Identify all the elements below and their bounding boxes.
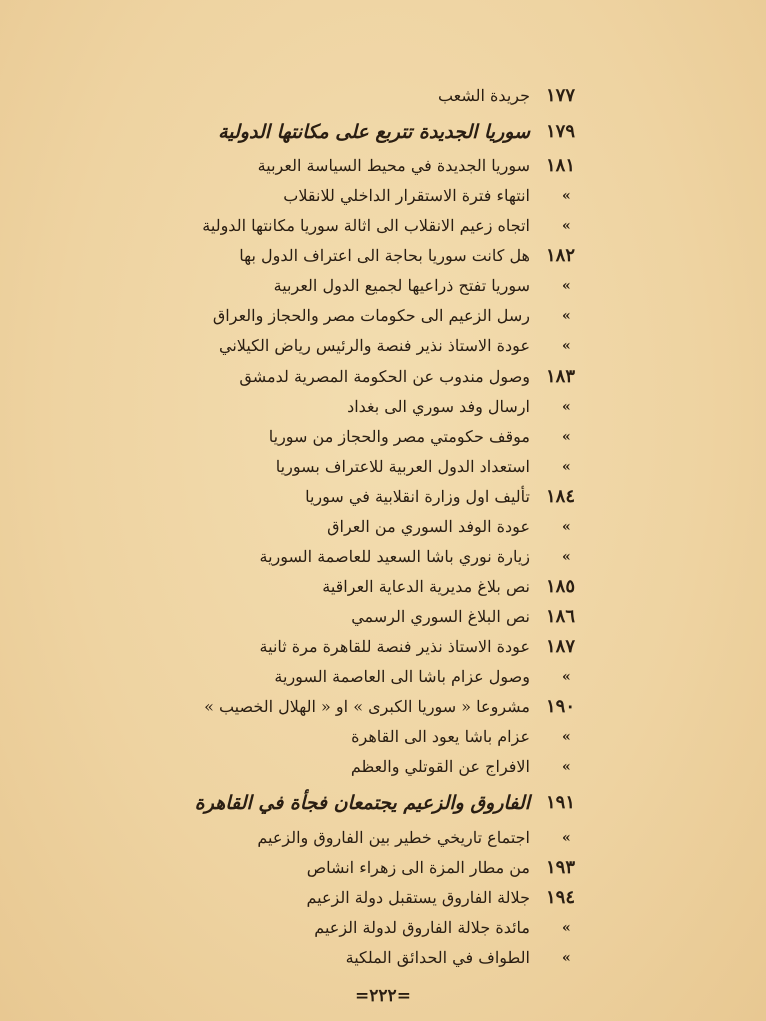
ditto-mark: « <box>562 218 571 234</box>
ditto-mark: « <box>562 399 571 415</box>
page-ref: ١٧٧ <box>546 85 576 106</box>
page-ref: ١٨٢ <box>546 245 576 266</box>
toc-entry <box>0 270 766 302</box>
toc-entry <box>0 882 766 914</box>
entry-title: هل كانت سوريا بحاجة الى اعتراف الدول بها <box>239 246 530 265</box>
entry-title: عودة الاستاذ نذير فنصة للقاهرة مرة ثانية <box>259 637 530 656</box>
page-ref: ١٨٧ <box>546 636 576 657</box>
toc-entry <box>0 912 766 944</box>
entry-title: تأليف اول وزارة انقلابية في سوريا <box>305 487 530 506</box>
toc-entry <box>0 661 766 693</box>
entry-title: مشروعا « سوريا الكبرى » او « الهلال الخصيب » <box>204 697 530 716</box>
ditto-mark: « <box>562 549 571 565</box>
toc-entry <box>0 150 766 182</box>
toc-entry <box>0 571 766 603</box>
toc-entry <box>0 421 766 453</box>
toc-entry <box>0 942 766 974</box>
toc-entry <box>0 541 766 573</box>
page-number: =٢٢٢= <box>355 986 411 1006</box>
entry-title: جريدة الشعب <box>437 86 530 105</box>
ditto-mark: « <box>562 459 571 475</box>
section-title: سوريا الجديدة تتربع على مكانتها الدولية <box>218 121 530 143</box>
ditto-mark: « <box>562 920 571 936</box>
entry-title: عزام باشا يعود الى القاهرة <box>351 727 530 746</box>
page-ref: ١٩١ <box>546 792 576 813</box>
page-ref: ١٨١ <box>546 155 576 176</box>
ditto-mark: « <box>562 519 571 535</box>
toc-entry <box>0 481 766 513</box>
entry-title: جلالة الفاروق يستقبل دولة الزعيم <box>306 888 530 907</box>
toc-entry <box>0 80 766 112</box>
toc-entry <box>0 822 766 854</box>
ditto-mark: « <box>562 429 571 445</box>
entry-title: مائدة جلالة الفاروق لدولة الزعيم <box>314 918 530 937</box>
entry-title: ارسال وفد سوري الى بغداد <box>347 397 530 416</box>
entry-title: الافراج عن القوتلي والعظم <box>350 757 530 776</box>
toc-entry <box>0 451 766 483</box>
page-ref: ١٧٩ <box>546 121 576 142</box>
ditto-mark: « <box>562 729 571 745</box>
entry-title: عودة الاستاذ نذير فنصة والرئيس رياض الكيلاني <box>219 336 530 355</box>
entry-title: سوريا الجديدة في محيط السياسة العربية <box>257 156 530 175</box>
ditto-mark: « <box>562 308 571 324</box>
toc-entry <box>0 601 766 633</box>
ditto-mark: « <box>562 188 571 204</box>
toc-entry <box>0 751 766 783</box>
toc-entry <box>0 300 766 332</box>
toc-entry <box>0 511 766 543</box>
entry-title: موقف حكومتي مصر والحجاز من سوريا <box>268 427 530 446</box>
ditto-mark: « <box>562 830 571 846</box>
section-title: الفاروق والزعيم يجتمعان فجأة في القاهرة <box>194 792 530 814</box>
page-ref: ١٨٦ <box>546 606 576 627</box>
toc-section-heading <box>0 787 766 819</box>
entry-title: رسل الزعيم الى حكومات مصر والحجاز والعراق <box>212 306 530 325</box>
ditto-mark: « <box>562 950 571 966</box>
entry-title: عودة الوفد السوري من العراق <box>327 517 530 536</box>
toc-entry <box>0 391 766 423</box>
page-ref: ١٨٤ <box>546 486 576 507</box>
entry-title: اجتماع تاريخي خطير بين الفاروق والزعيم <box>257 828 530 847</box>
entry-title: من مطار المزة الى زهراء انشاص <box>306 858 530 877</box>
ditto-mark: « <box>562 338 571 354</box>
toc-entry <box>0 721 766 753</box>
toc-entry <box>0 631 766 663</box>
toc-entry <box>0 240 766 272</box>
entry-title: وصول مندوب عن الحكومة المصرية لدمشق <box>239 367 530 386</box>
entry-title: نص بلاغ مديرية الدعاية العراقية <box>322 577 530 596</box>
entry-title: اتجاه زعيم الانقلاب الى اثالة سوريا مكانتها الدولية <box>202 216 530 235</box>
toc-entry <box>0 330 766 362</box>
page-ref: ١٩٠ <box>546 696 576 717</box>
entry-title: سوريا تفتح ذراعيها لجميع الدول العربية <box>273 276 530 295</box>
ditto-mark: « <box>562 669 571 685</box>
toc-entry <box>0 180 766 212</box>
toc-entry <box>0 361 766 393</box>
page-ref: ١٩٤ <box>546 887 576 908</box>
entry-title: وصول عزام باشا الى العاصمة السورية <box>274 667 530 686</box>
page-ref: ١٨٣ <box>546 366 576 387</box>
entry-title: نص البلاغ السوري الرسمي <box>351 607 530 626</box>
entry-title: انتهاء فترة الاستقرار الداخلي للانقلاب <box>283 186 530 205</box>
entry-title: الطواف في الحدائق الملكية <box>345 948 530 967</box>
page-ref: ١٨٥ <box>546 576 576 597</box>
ditto-mark: « <box>562 278 571 294</box>
toc-entry <box>0 852 766 884</box>
page-ref: ١٩٣ <box>546 857 576 878</box>
toc-section-heading <box>0 116 766 148</box>
toc-entry <box>0 691 766 723</box>
entry-title: استعداد الدول العربية للاعتراف بسوريا <box>275 457 530 476</box>
entry-title: زيارة نوري باشا السعيد للعاصمة السورية <box>259 547 530 566</box>
toc-entry <box>0 210 766 242</box>
ditto-mark: « <box>562 759 571 775</box>
